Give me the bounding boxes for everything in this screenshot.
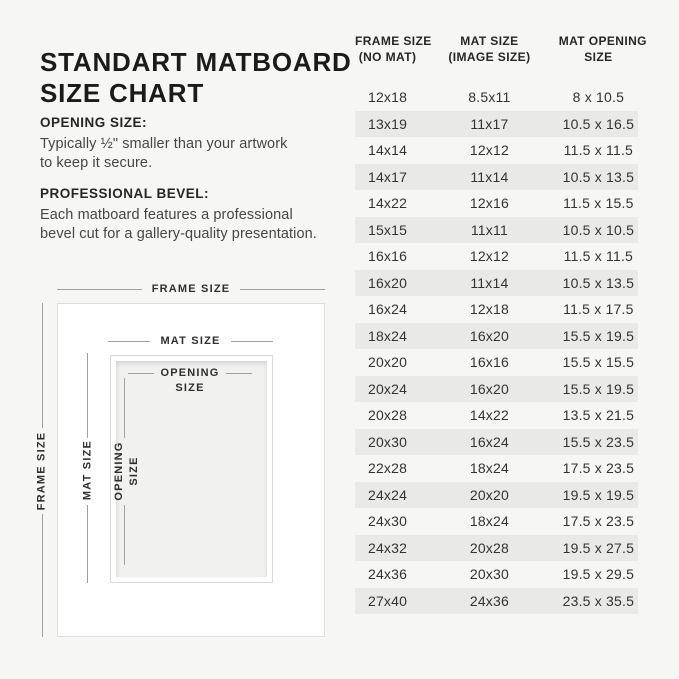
opening-size-label-line2: SIZE [128,456,140,486]
column-header-line: (NO MAT) [358,50,417,64]
mat-size-dimension-horizontal [108,334,273,348]
cell-mat-size: 16x24 [469,433,509,450]
size-table-rows [355,84,638,614]
table-row [355,376,638,403]
dimension-line [240,289,325,290]
table-row [355,561,638,588]
cell-mat-opening-size: 10.5 x 13.5 [562,168,635,185]
cell-mat-size: 18x24 [469,460,509,477]
opening-size-label-vertical [112,441,142,500]
dimension-line [128,373,154,374]
cell-mat-size: 11x17 [470,115,509,132]
table-header-row [355,33,647,65]
frame-size-label-vertical: FRAME SIZE [35,431,48,511]
opening-size-dimension-horizontal [128,366,252,396]
cell-frame-size: 20x24 [367,380,408,397]
note-opening-size-body-line1: Typically ½" smaller than your artwork [40,136,288,152]
cell-frame-size: 24x36 [367,566,408,583]
cell-mat-opening-size: 15.5 x 23.5 [562,433,635,450]
table-row [355,243,638,270]
table-row [355,455,638,482]
note-professional-bevel [40,186,355,244]
cell-mat-opening-size: 15.5 x 19.5 [562,380,635,397]
cell-frame-size: 24x30 [367,513,408,530]
cell-mat-size: 11x11 [470,221,508,238]
cell-frame-size: 14x17 [367,168,408,185]
cell-mat-opening-size: 8 x 10.5 [572,89,625,106]
cell-mat-opening-size: 23.5 x 35.5 [562,592,635,609]
table-row [355,217,638,244]
cell-mat-size: 20x30 [469,566,509,583]
cell-frame-size: 20x20 [367,354,408,371]
cell-mat-size: 12x12 [469,142,509,159]
cell-frame-size: 12x18 [367,89,408,106]
opening-size-label-line1: OPENING [113,441,125,501]
cell-mat-size: 14x22 [469,407,509,424]
cell-frame-size: 20x30 [367,433,408,450]
note-opening-size [40,115,355,173]
table-row [355,349,638,376]
column-header-line: MAT SIZE [460,34,519,48]
column-header-frame-size [355,33,432,65]
opening-size-label-line1: OPENING [160,367,220,379]
page-title [40,47,352,109]
cell-mat-size: 18x24 [469,513,509,530]
cell-frame-size: 24x32 [367,539,408,556]
cell-frame-size: 22x28 [367,460,408,477]
cell-mat-opening-size: 11.5 x 15.5 [563,195,634,212]
page-title-line2: SIZE CHART [40,78,204,109]
cell-mat-opening-size: 11.5 x 17.5 [563,301,634,318]
dimension-line [87,353,88,438]
table-row [355,588,638,615]
table-row [355,137,638,164]
mat-size-label-vertical: MAT SIZE [81,439,94,501]
dimension-line [42,514,43,637]
cell-mat-size: 24x36 [469,592,509,609]
cell-mat-size: 12x16 [469,195,509,212]
note-professional-bevel-body-line2: bevel cut for a gallery-quality presentation. [40,226,317,242]
table-row [355,508,638,535]
table-row [355,190,638,217]
cell-mat-opening-size: 13.5 x 21.5 [562,407,635,424]
cell-frame-size: 27x40 [367,592,408,609]
cell-frame-size: 14x14 [367,142,408,159]
dimension-line [231,341,273,342]
column-header-line: SIZE [584,50,613,64]
page-title-line1: STANDART MATBOARD [40,47,352,78]
dimension-line [87,505,88,583]
cell-mat-opening-size: 11.5 x 11.5 [563,142,634,159]
table-row [355,164,638,191]
table-row [355,84,638,111]
cell-frame-size: 16x20 [367,274,408,291]
dimension-line [42,303,43,428]
dimension-line [108,341,150,342]
cell-mat-size: 12x12 [469,248,509,265]
note-opening-size-body [40,135,355,173]
cell-mat-opening-size: 19.5 x 29.5 [562,566,635,583]
table-row [355,402,638,429]
dimension-line [57,289,142,290]
cell-mat-opening-size: 10.5 x 16.5 [562,115,635,132]
note-professional-bevel-heading: PROFESSIONAL BEVEL: [40,186,210,201]
column-header-line: (IMAGE SIZE) [448,50,531,64]
frame-size-dimension-horizontal [57,282,325,296]
cell-mat-size: 16x16 [469,354,509,371]
note-opening-size-body-line2: to keep it secure. [40,155,153,171]
cell-mat-size: 12x18 [469,301,509,318]
note-professional-bevel-body [40,206,355,244]
mat-size-label-horizontal: MAT SIZE [160,335,221,347]
cell-mat-opening-size: 15.5 x 19.5 [562,327,635,344]
cell-mat-size: 16x20 [469,327,509,344]
frame-size-label-horizontal: FRAME SIZE [151,283,231,295]
opening-size-label-horizontal [160,366,219,396]
cell-frame-size: 18x24 [367,327,408,344]
cell-frame-size: 15x15 [367,221,408,238]
cell-mat-size: 20x20 [469,486,509,503]
cell-mat-opening-size: 19.5 x 19.5 [562,486,635,503]
cell-mat-opening-size: 10.5 x 10.5 [562,221,635,238]
note-opening-size-heading: OPENING SIZE: [40,115,148,130]
cell-mat-opening-size: 11.5 x 11.5 [563,248,634,265]
cell-mat-opening-size: 17.5 x 23.5 [562,460,635,477]
cell-mat-size: 11x14 [470,274,509,291]
table-row [355,270,638,297]
dimension-line [226,373,252,374]
cell-mat-size: 20x28 [469,539,509,556]
cell-mat-size: 16x20 [469,380,509,397]
cell-frame-size: 24x24 [367,486,408,503]
table-row [355,111,638,138]
cell-frame-size: 13x19 [367,115,408,132]
table-row [355,482,638,509]
column-header-mat-opening-size [558,33,647,65]
cell-mat-opening-size: 10.5 x 13.5 [562,274,635,291]
size-chart-table [355,33,647,614]
column-header-mat-size [420,33,559,65]
dimension-line [124,505,125,565]
table-row [355,535,638,562]
cell-frame-size: 14x22 [367,195,408,212]
cell-mat-opening-size: 15.5 x 15.5 [562,354,635,371]
note-professional-bevel-body-line1: Each matboard features a professional [40,207,293,223]
table-row [355,323,638,350]
cell-frame-size: 20x28 [367,407,408,424]
cell-mat-opening-size: 19.5 x 27.5 [562,539,635,556]
cell-frame-size: 16x16 [367,248,408,265]
column-header-line: FRAME SIZE [355,34,432,48]
opening-size-label-line2: SIZE [175,382,205,394]
cell-frame-size: 16x24 [367,301,408,318]
cell-mat-size: 11x14 [470,168,509,185]
table-row [355,429,638,456]
dimension-line [124,378,125,438]
cell-mat-opening-size: 17.5 x 23.5 [562,513,635,530]
column-header-line: MAT OPENING [558,34,647,48]
cell-mat-size: 8.5x11 [468,89,511,106]
table-row [355,296,638,323]
